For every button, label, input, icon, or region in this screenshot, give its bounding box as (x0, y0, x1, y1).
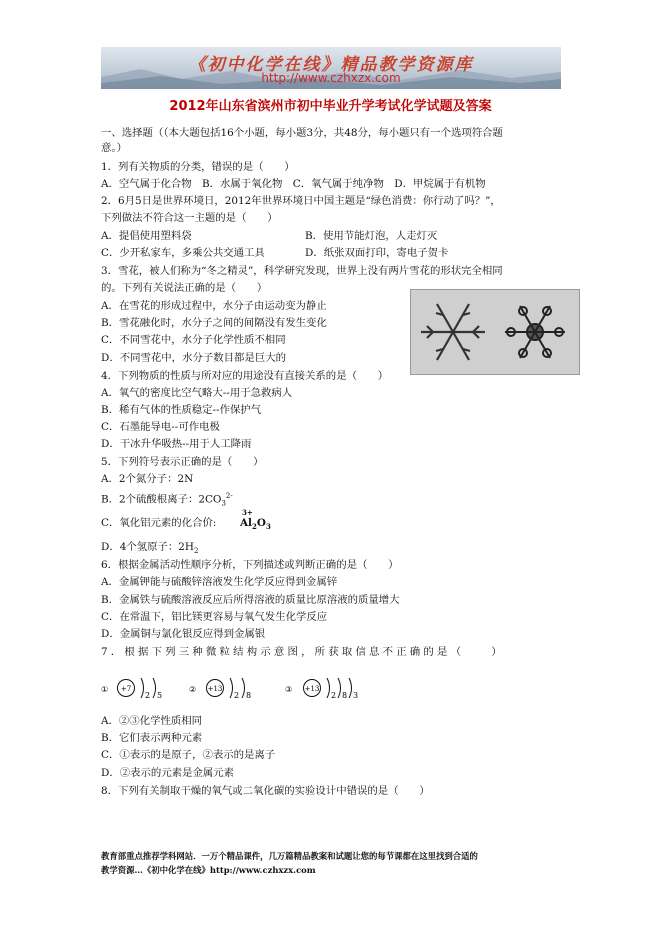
banner-url[interactable]: http://www.czhxzx.com (261, 71, 401, 85)
svg-text:③: ③ (285, 685, 293, 694)
q5-option-b: B．2个硫酸根离子：$2CO_3^{2-}$ (101, 492, 233, 508)
q6-option-a: A．金属钾能与硫酸锌溶液发生化学反应得到金属锌 (101, 576, 338, 588)
q4-stem: 4．下列物质的性质与所对应的用途没有直接关系的是（ ） (101, 370, 389, 382)
q4-option-d: D．干冰升华吸热--用于人工降雨 (101, 438, 252, 450)
svg-text:3: 3 (353, 691, 359, 700)
svg-text:2: 2 (331, 691, 337, 700)
footer-line-2: 教学资源…《初中化学在线》http://www.czhxzx.com (101, 865, 316, 875)
q2-option-d: D．纸张双面打印，寄电子贺卡 (305, 247, 449, 259)
svg-text:8: 8 (246, 691, 252, 700)
q5-formula: $Al_2O_3$ (240, 517, 271, 532)
section-heading-cont: 意。） (101, 142, 127, 154)
q3-option-d: D．不同雪花中，水分子数目都是巨大的 (101, 352, 286, 364)
q5-option-a: A．2个氮分子：2N (101, 473, 194, 485)
q1-stem: 1．列有关物质的分类，错误的是（ ） (101, 161, 295, 173)
atom-diagram-1 (101, 678, 162, 700)
q6-option-c: C．在常温下，铝比镁更容易与氧气发生化学反应 (101, 611, 328, 623)
q7-option-c: C．①表示的是原子，②表示的是离子 (101, 749, 276, 761)
svg-text:①: ① (101, 685, 109, 694)
footer (101, 849, 478, 877)
svg-text:+7: +7 (120, 685, 132, 693)
q7-option-b: B．它们表示两种元素 (101, 732, 203, 744)
svg-text:②: ② (189, 685, 197, 694)
atom-diagrams (101, 676, 401, 702)
svg-text:2: 2 (145, 691, 151, 700)
q8-stem: 8．下列有关制取干燥的氧气或二氧化碳的实验设计中错误的是（ ） (101, 785, 430, 797)
q5-stem: 5．下列符号表示正确的是（ ） (101, 456, 264, 468)
q2-option-c: C．少开私家车，多乘公共交通工具 (101, 247, 265, 259)
banner-title: 《初中化学在线》精品教学资源库 (188, 55, 474, 75)
svg-text:8: 8 (342, 691, 348, 700)
header-banner (101, 47, 561, 89)
q2-option-a: A．提倡使用塑料袋 (101, 230, 192, 242)
q1-options: A．空气属于化合物 B．水属于氧化物 C．氧气属于纯净物 D．甲烷属于有机物 (101, 178, 486, 190)
snowflake-photo (410, 289, 580, 375)
q3-option-b: B．雪花融化时，水分子之间的间隔没有发生变化 (101, 317, 327, 329)
q5-option-c: C．氧化铝元素的化合价: (101, 517, 217, 529)
atom-diagram-3 (285, 678, 358, 700)
svg-text:+13: +13 (207, 685, 223, 693)
atom-diagram-2 (189, 678, 251, 700)
q4-option-a: A．氧气的密度比空气略大--用于急救病人 (101, 387, 293, 399)
q3-option-c: C．不同雪花中，水分子化学性质不相同 (101, 334, 286, 346)
q2-stem-cont: 下列做法不符合这一主题的是（ ） (101, 212, 278, 224)
q3-stem: 3．雪花，被人们称为“冬之精灵”，科学研究发现，世界上没有两片雪花的形状完全相同 (101, 265, 503, 277)
q5-option-d: D．4个氢原子：$2H_2$ (101, 541, 199, 556)
q7-stem: 7．根据下列三种微粒结构示意图，所获取信息不正确的是（ ） (101, 646, 505, 658)
q6-option-d: D．金属铜与氯化银反应得到金属银 (101, 628, 266, 640)
svg-text:2: 2 (234, 691, 240, 700)
svg-text:+13: +13 (304, 685, 320, 693)
section-heading: 一、选择题（（本大题包括16个小题，每小题3分，共48分，每小题只有一个选项符合题 (101, 127, 503, 139)
q4-option-c: C．石墨能导电--可作电极 (101, 421, 220, 433)
q7-option-d: D．②表示的元素是金属元素 (101, 767, 235, 779)
page-title: 2012年山东省滨州市初中毕业升学考试化学试题及答案 (169, 99, 492, 114)
q3-stem-cont: 的。下列有关说法正确的是（ ） (101, 282, 268, 294)
q4-option-b: B．稀有气体的性质稳定--作保护气 (101, 404, 262, 416)
q3-option-a: A．在雪花的形成过程中，水分子由运动变为静止 (101, 300, 327, 312)
q5-valence: 3+ (242, 508, 253, 517)
q6-option-b: B．金属铁与硫酸溶液反应后所得溶液的质量比原溶液的质量增大 (101, 594, 400, 606)
q2-option-b: B．使用节能灯泡，人走灯灭 (305, 230, 438, 242)
svg-text:5: 5 (157, 691, 163, 700)
q6-stem: 6．根据金属活动性顺序分析，下列描述或判断正确的是（ ） (101, 559, 399, 571)
footer-line-1: 教育部重点推荐学科网站．一万个精品课件，几万篇精品教案和试题让您的每节课都在这里找到合适的 (101, 851, 478, 861)
q2-stem: 2．6月5日是世界环境日，2012年世界环境日中国主题是“绿色消费：你行动了吗？”， (101, 195, 501, 207)
q7-option-a: A．②③化学性质相同 (101, 715, 203, 727)
